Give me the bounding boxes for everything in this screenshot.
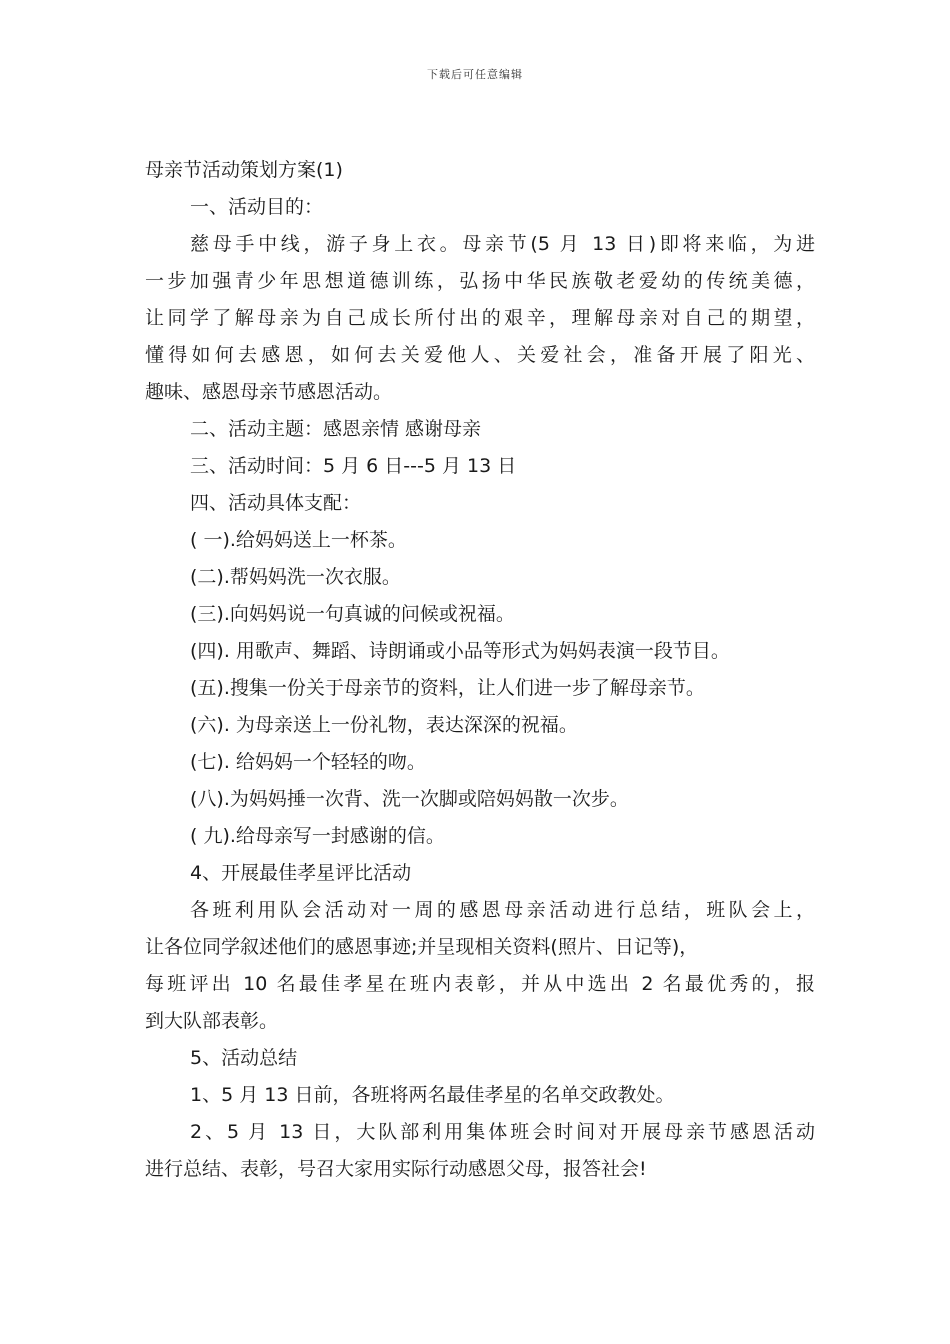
- section-heading: 4、开展最佳孝星评比活动: [190, 862, 412, 884]
- paragraph-line: 1、5 月 13 日前，各班将两名最佳孝星的名单交政教处。: [190, 1084, 675, 1106]
- paragraph-line: 进行总结、表彰，号召大家用实际行动感恩父母，报答社会!: [145, 1158, 647, 1180]
- paragraph-line: 各班利用队会活动对一周的感恩母亲活动进行总结，班队会上，: [190, 899, 815, 921]
- section-heading: 5、活动总结: [190, 1047, 298, 1069]
- list-item: (七). 给妈妈一个轻轻的吻。: [190, 751, 426, 773]
- list-item: (八).为妈妈捶一次背、洗一次脚或陪妈妈散一次步。: [190, 788, 629, 810]
- list-item: ( 九).给母亲写一封感谢的信。: [190, 825, 445, 847]
- paragraph-line: 一步加强青少年思想道德训练，弘扬中华民族敬老爱幼的传统美德，: [145, 270, 815, 292]
- list-item: (六). 为母亲送上一份礼物，表达深深的祝福。: [190, 714, 578, 736]
- section-heading: 二、活动主题：感恩亲情 感谢母亲: [190, 418, 482, 440]
- section-heading: 四、活动具体支配：: [190, 492, 362, 514]
- paragraph-line: 到大队部表彰。: [145, 1010, 279, 1032]
- list-item: (三).向妈妈说一句真诚的问候或祝福。: [190, 603, 515, 625]
- paragraph-line: 懂得如何去感恩，如何去关爱他人、关爱社会，准备开展了阳光、: [145, 344, 815, 366]
- document-body: [145, 152, 815, 1188]
- paragraph-line: 2、5 月 13 日，大队部利用集体班会时间对开展母亲节感恩活动: [190, 1121, 815, 1143]
- paragraph-line: 每班评出 10 名最佳孝星在班内表彰，并从中选出 2 名最优秀的，报: [145, 973, 815, 995]
- page-header-note: 下载后可任意编辑: [427, 68, 523, 81]
- paragraph-line: 让同学了解母亲为自己成长所付出的艰辛，理解母亲对自己的期望，: [145, 307, 815, 329]
- document-title: 母亲节活动策划方案(1): [145, 159, 343, 181]
- section-heading: 一、活动目的：: [190, 196, 324, 218]
- paragraph-line: 让各位同学叙述他们的感恩事迹;并呈现相关资料(照片、日记等)，: [145, 936, 699, 958]
- list-item: ( 一).给妈妈送上一杯茶。: [190, 529, 407, 551]
- paragraph-line: 慈母手中线，游子身上衣。母亲节(5 月 13 日)即将来临，为进: [190, 233, 815, 255]
- section-heading: 三、活动时间：5 月 6 日---5 月 13 日: [190, 455, 517, 477]
- list-item: (四). 用歌声、舞蹈、诗朗诵或小品等形式为妈妈表演一段节目。: [190, 640, 730, 662]
- list-item: (二).帮妈妈洗一次衣服。: [190, 566, 401, 588]
- list-item: (五).搜集一份关于母亲节的资料，让人们进一步了解母亲节。: [190, 677, 705, 699]
- paragraph-line: 趣味、感恩母亲节感恩活动。: [145, 381, 393, 403]
